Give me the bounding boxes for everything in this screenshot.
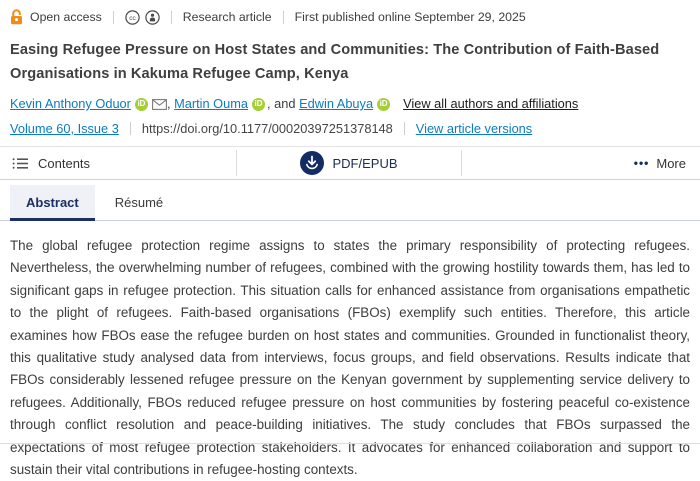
tab-resume[interactable]: Résumé — [114, 195, 164, 210]
article-type-label: Research article — [182, 10, 272, 24]
contents-button[interactable] — [0, 147, 236, 179]
article-meta-bar — [0, 0, 700, 25]
abstract-tabs — [0, 185, 700, 221]
citation-row — [0, 121, 700, 136]
divider — [283, 11, 284, 24]
divider — [404, 122, 405, 135]
author-link-ouma[interactable]: Martin Ouma — [174, 96, 249, 111]
article-title: Easing Refugee Pressure on Host States and Communities: The Contribution of Faith-Based Organisations in Kakuma Refugee Camp, Kenya — [10, 42, 660, 82]
more-label: More — [656, 155, 686, 171]
contents-list-icon — [12, 157, 29, 170]
ellipsis-icon: ••• — [633, 156, 650, 170]
author-separator: , and — [267, 96, 300, 111]
open-access-icon — [10, 9, 23, 25]
cc-license-icon[interactable] — [125, 10, 140, 25]
orcid-icon[interactable]: iD — [377, 98, 390, 111]
cc-by-icon[interactable] — [145, 10, 160, 25]
email-icon[interactable] — [152, 99, 167, 110]
article-toolbar — [0, 146, 700, 180]
article-versions-link[interactable]: View article versions — [415, 121, 533, 136]
tab-abstract[interactable]: Abstract — [10, 185, 95, 221]
view-all-authors-link[interactable]: View all authors and affiliations — [403, 96, 579, 111]
orcid-icon[interactable]: iD — [135, 98, 148, 111]
open-access-label: Open access — [30, 10, 102, 24]
authors-row — [0, 94, 700, 114]
divider — [130, 122, 131, 135]
author-separator: , — [166, 96, 175, 111]
pdf-epub-label: PDF/EPUB — [332, 155, 398, 171]
pdf-epub-button[interactable] — [237, 147, 461, 179]
author-link-oduor[interactable]: Kevin Anthony Oduor — [10, 96, 131, 111]
author-link-abuya[interactable]: Edwin Abuya — [299, 96, 374, 111]
doi-text: https://doi.org/10.1177/00020397251378148 — [141, 121, 393, 136]
contents-label: Contents — [38, 155, 91, 171]
divider — [171, 11, 172, 24]
more-button[interactable] — [462, 147, 700, 179]
download-icon — [300, 151, 324, 175]
volume-issue-link[interactable]: Volume 60, Issue 3 — [10, 121, 119, 136]
published-date: First published online September 29, 2025 — [294, 10, 526, 24]
svg-text:cc: cc — [129, 14, 136, 22]
divider — [113, 11, 114, 24]
orcid-icon[interactable]: iD — [252, 98, 265, 111]
section-divider — [0, 443, 700, 444]
abstract-text: The global refugee protection regime assigns to states the primary responsibility of protecting refugees. Nevertheless, the overwhelming number of refugees, combined with the growing hostility towards them, has led to significant gaps in refugee protection. This situation calls for enhanced assistance from organisations empathetic to the plight of refugees. Faith-based organisations (FBOs) exemplify such entities. Therefore, this article examines how FBOs ease the refugee burden on host states and communities. Grounded in functionalist theory, this qualitative study analysed data from interviews, focus groups, and field observations. Results indicate that FBOs considerably lessened refugee pressure on the Kenyan government by supplementing service delivery to refugees. Additionally, FBOs reduced refugee pressure on host communities by fostering peaceful co-existence through conflict resolution and peace-building initiatives. The study concludes that FBOs surpassed the expectations of most refugee protection stakeholders. It advocates for enhanced collaboration and support to sustain their vital contributions in refugee-hosting contexts. — [10, 238, 690, 478]
